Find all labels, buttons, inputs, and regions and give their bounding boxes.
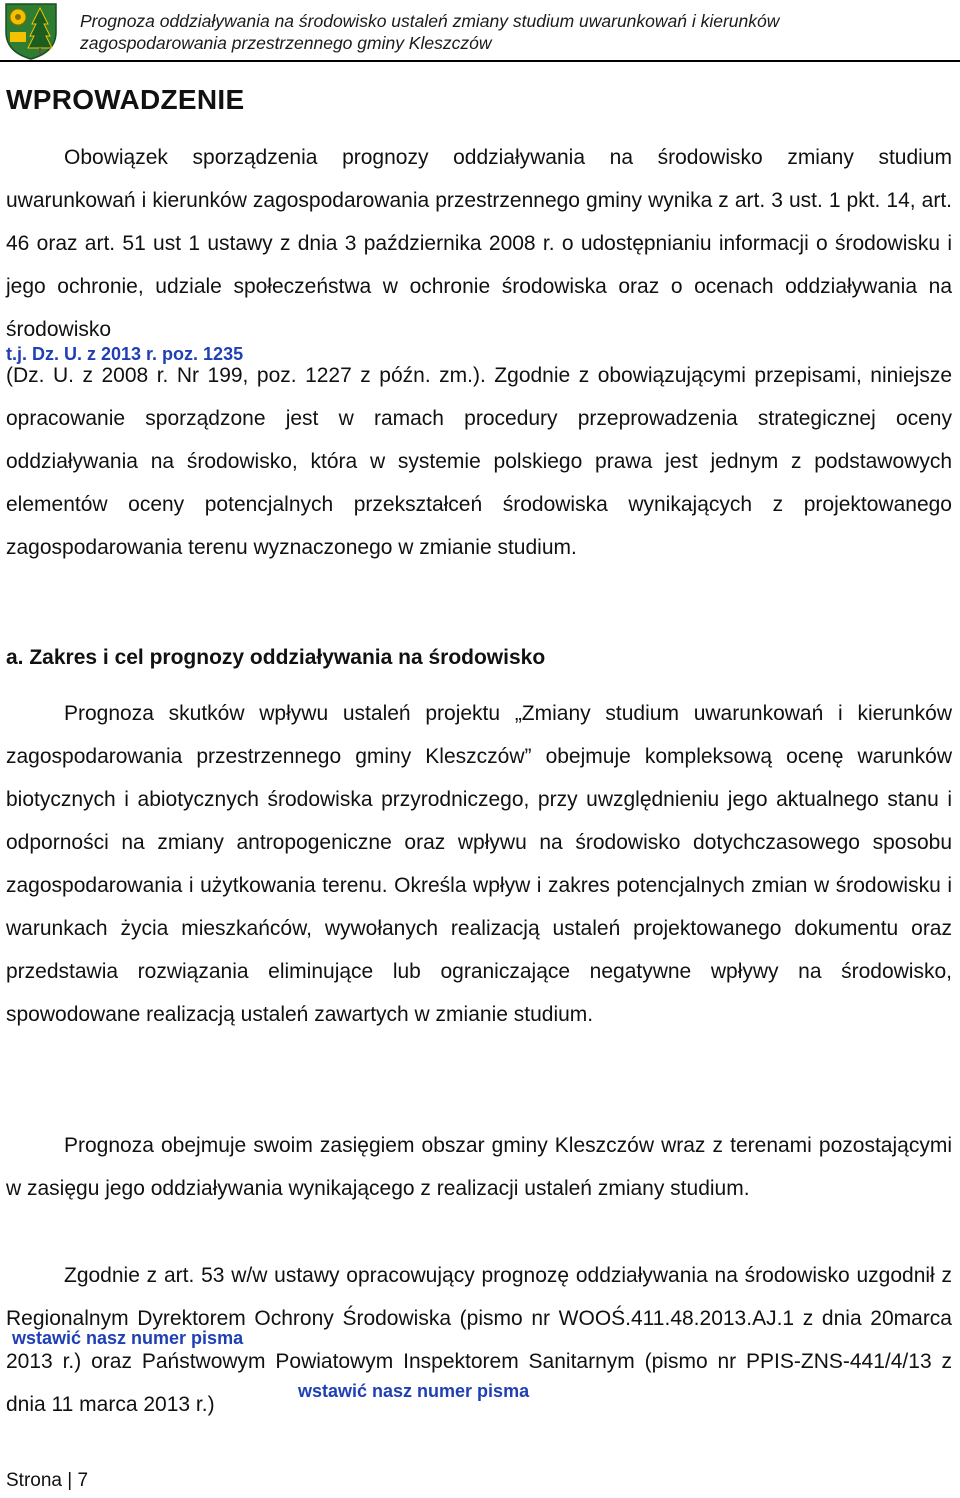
page-number: Strona | 7	[6, 1470, 89, 1491]
editor-note-letter-number-1: wstawić nasz numer pisma	[12, 1328, 244, 1348]
coverage-paragraph: Prognoza obejmuje swoim zasięgiem obszar gminy Kleszczów wraz z terenami pozostającymi w zasięgu jego oddziaływania wynikającego z realizacji ustaleń zmiany studium.	[6, 1134, 952, 1200]
editor-note-letter-number-2: wstawić nasz numer pisma	[298, 1381, 530, 1401]
header-divider	[0, 60, 960, 62]
intro-paragraph: Obowiązek sporządzenia prognozy oddziaływania na środowisko zmiany studium uwarunkowań i kierunków zagospodarowania przestrzennego gminy wynika z art. 3 ust. 1 pkt. 14, art. 46 oraz art. 51 ust 1 ustawy z dnia 3 października 2008 r. o udostępnianiu informacji o środowisku i jego ochronie, udziale społeczeństwa w ochronie środowiska oraz o ocenach oddziaływania na środowisko	[6, 146, 952, 341]
section-heading: WPROWADZENIE	[6, 84, 245, 115]
scope-paragraph: Prognoza skutków wpływu ustaleń projektu „Zmiany studium uwarunkowań i kierunków zagospodarowania przestrzennego gminy Kleszczów” obejmuje kompleksową ocenę warunków biotycznych i abiotycznych środowiska przyrodniczego, przy uwzględnieniu jego aktualnego stanu i odporności na zmiany antropogeniczne oraz wpływu na środowisko dotychczasowego sposobu zagospodarowania i użytkowania terenu. Określa wpływ i zakres potencjalnych zmian w środowisku i warunkach życia mieszkańców, wywołanych realizacją ustaleń projektowanego dokumentu oraz przedstawia rozwiązania eliminujące lub ograniczające negatywne wpływy na środowisko, spowodowane realizacją ustaleń zawartych w zmianie studium.	[6, 702, 952, 1026]
document-title-line-2: zagospodarowania przestrzennego gminy Kleszczów	[80, 33, 492, 53]
intro-paragraph-continued: (Dz. U. z 2008 r. Nr 199, poz. 1227 z późn. zm.). Zgodnie z obowiązującymi przepisami, niniejsze opracowanie sporządzone jest w ramach procedury przeprowadzenia strategicznej oceny oddziaływania na środowisko, która w systemie polskiego prawa jest jednym z podstawowych elementów oceny potencjalnych przekształceń środowiska wynikających z projektowanego zagospodarowania terenu wyznaczonego w zmianie studium.	[6, 364, 952, 559]
agreement-paragraph: Zgodnie z art. 53 w/w ustawy opracowujący prognozę oddziaływania na środowisko uzgodnił z Regionalnym Dyrektorem Ochrony Środowiska (pismo nr WOOŚ.411.48.2013.AJ.1 z dnia 20marca 2013 r.) oraz Państwowym Powiatowym Inspektorem Sanitarnym (pismo nr PPIS-ZNS-441/4/13 z dnia 11 marca 2013 r.)	[6, 1264, 952, 1416]
page-header	[0, 0, 960, 62]
document-title	[80, 10, 955, 54]
subsection-heading: a. Zakres i cel prognozy oddziaływania na środowisko	[6, 646, 546, 669]
editor-note-legal-reference: t.j. Dz. U. z 2013 r. poz. 1235	[6, 344, 244, 364]
municipal-coat-of-arms-icon	[4, 2, 58, 60]
document-title-line-1: Prognoza oddziaływania na środowisko ustaleń zmiany studium uwarunkowań i kierunków	[80, 11, 780, 31]
